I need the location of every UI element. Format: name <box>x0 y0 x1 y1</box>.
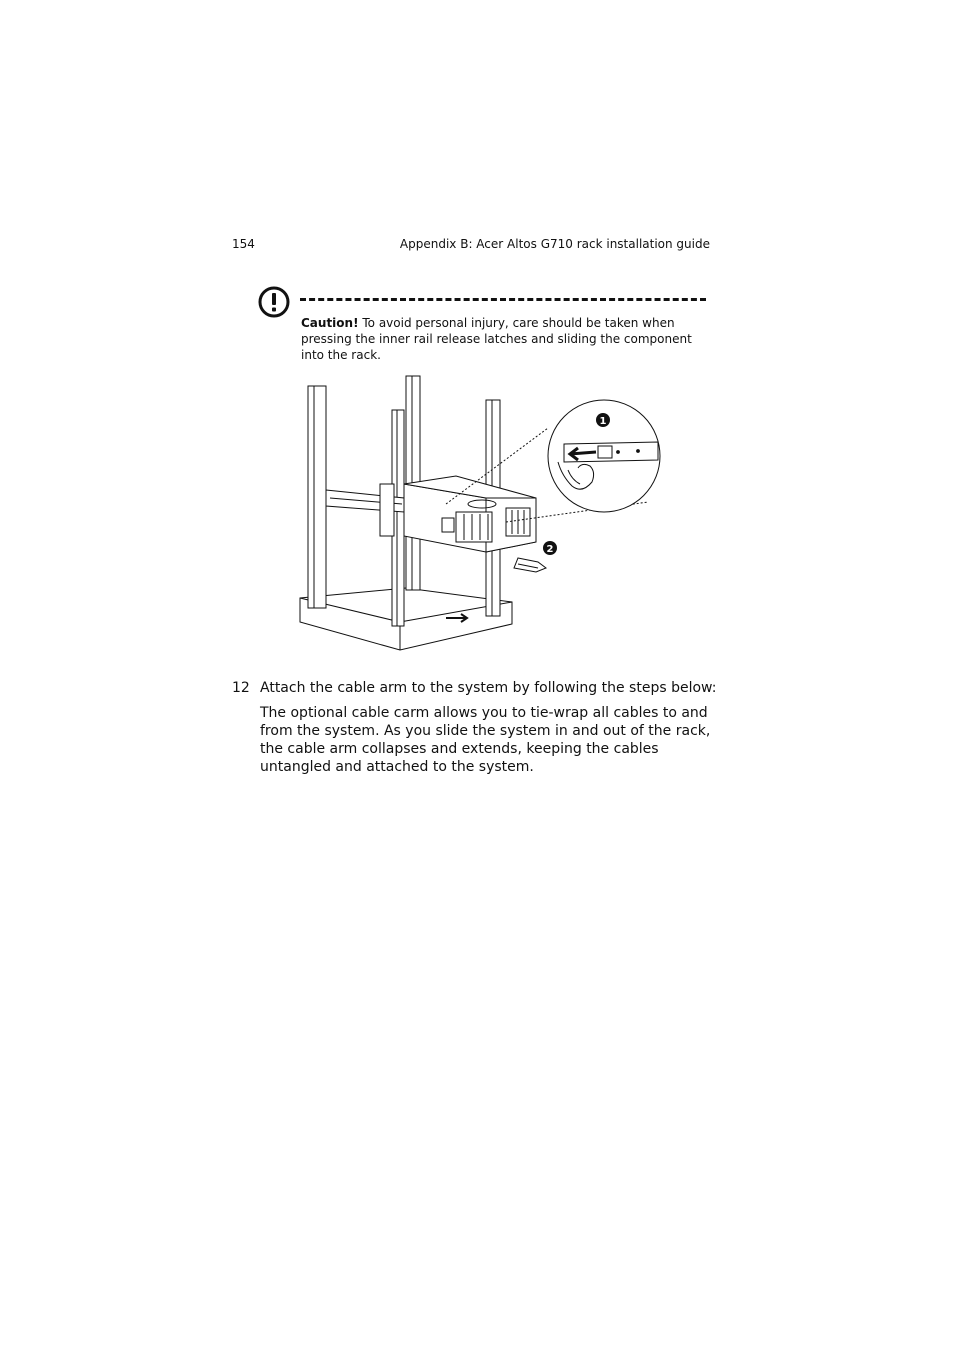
running-title: Appendix B: Acer Altos G710 rack installation guide <box>399 237 710 251</box>
caution-divider <box>300 298 706 301</box>
caution-label: Caution! <box>301 316 359 330</box>
body-paragraph: The optional cable carm allows you to tie-wrap all cables to and from the system. As you slide the system in and out of the rack, the cable arm collapses and extends, keeping the cables untangled and attached to the system. <box>260 705 711 775</box>
caution-body: To avoid personal injury, care should be taken when pressing the inner rail release latches and sliding the component into the rack. <box>301 316 692 362</box>
step-number: 12 <box>232 680 250 696</box>
page-number: 154 <box>232 237 255 251</box>
caution-exclamation-icon <box>258 286 290 318</box>
page-header <box>232 237 710 255</box>
callout-1: 1 <box>599 416 607 427</box>
caution-note <box>301 315 706 363</box>
callout-2: 2 <box>546 544 554 555</box>
step-text: Attach the cable arm to the system by following the steps below: <box>260 680 717 696</box>
rack-installation-illustration <box>296 372 666 654</box>
